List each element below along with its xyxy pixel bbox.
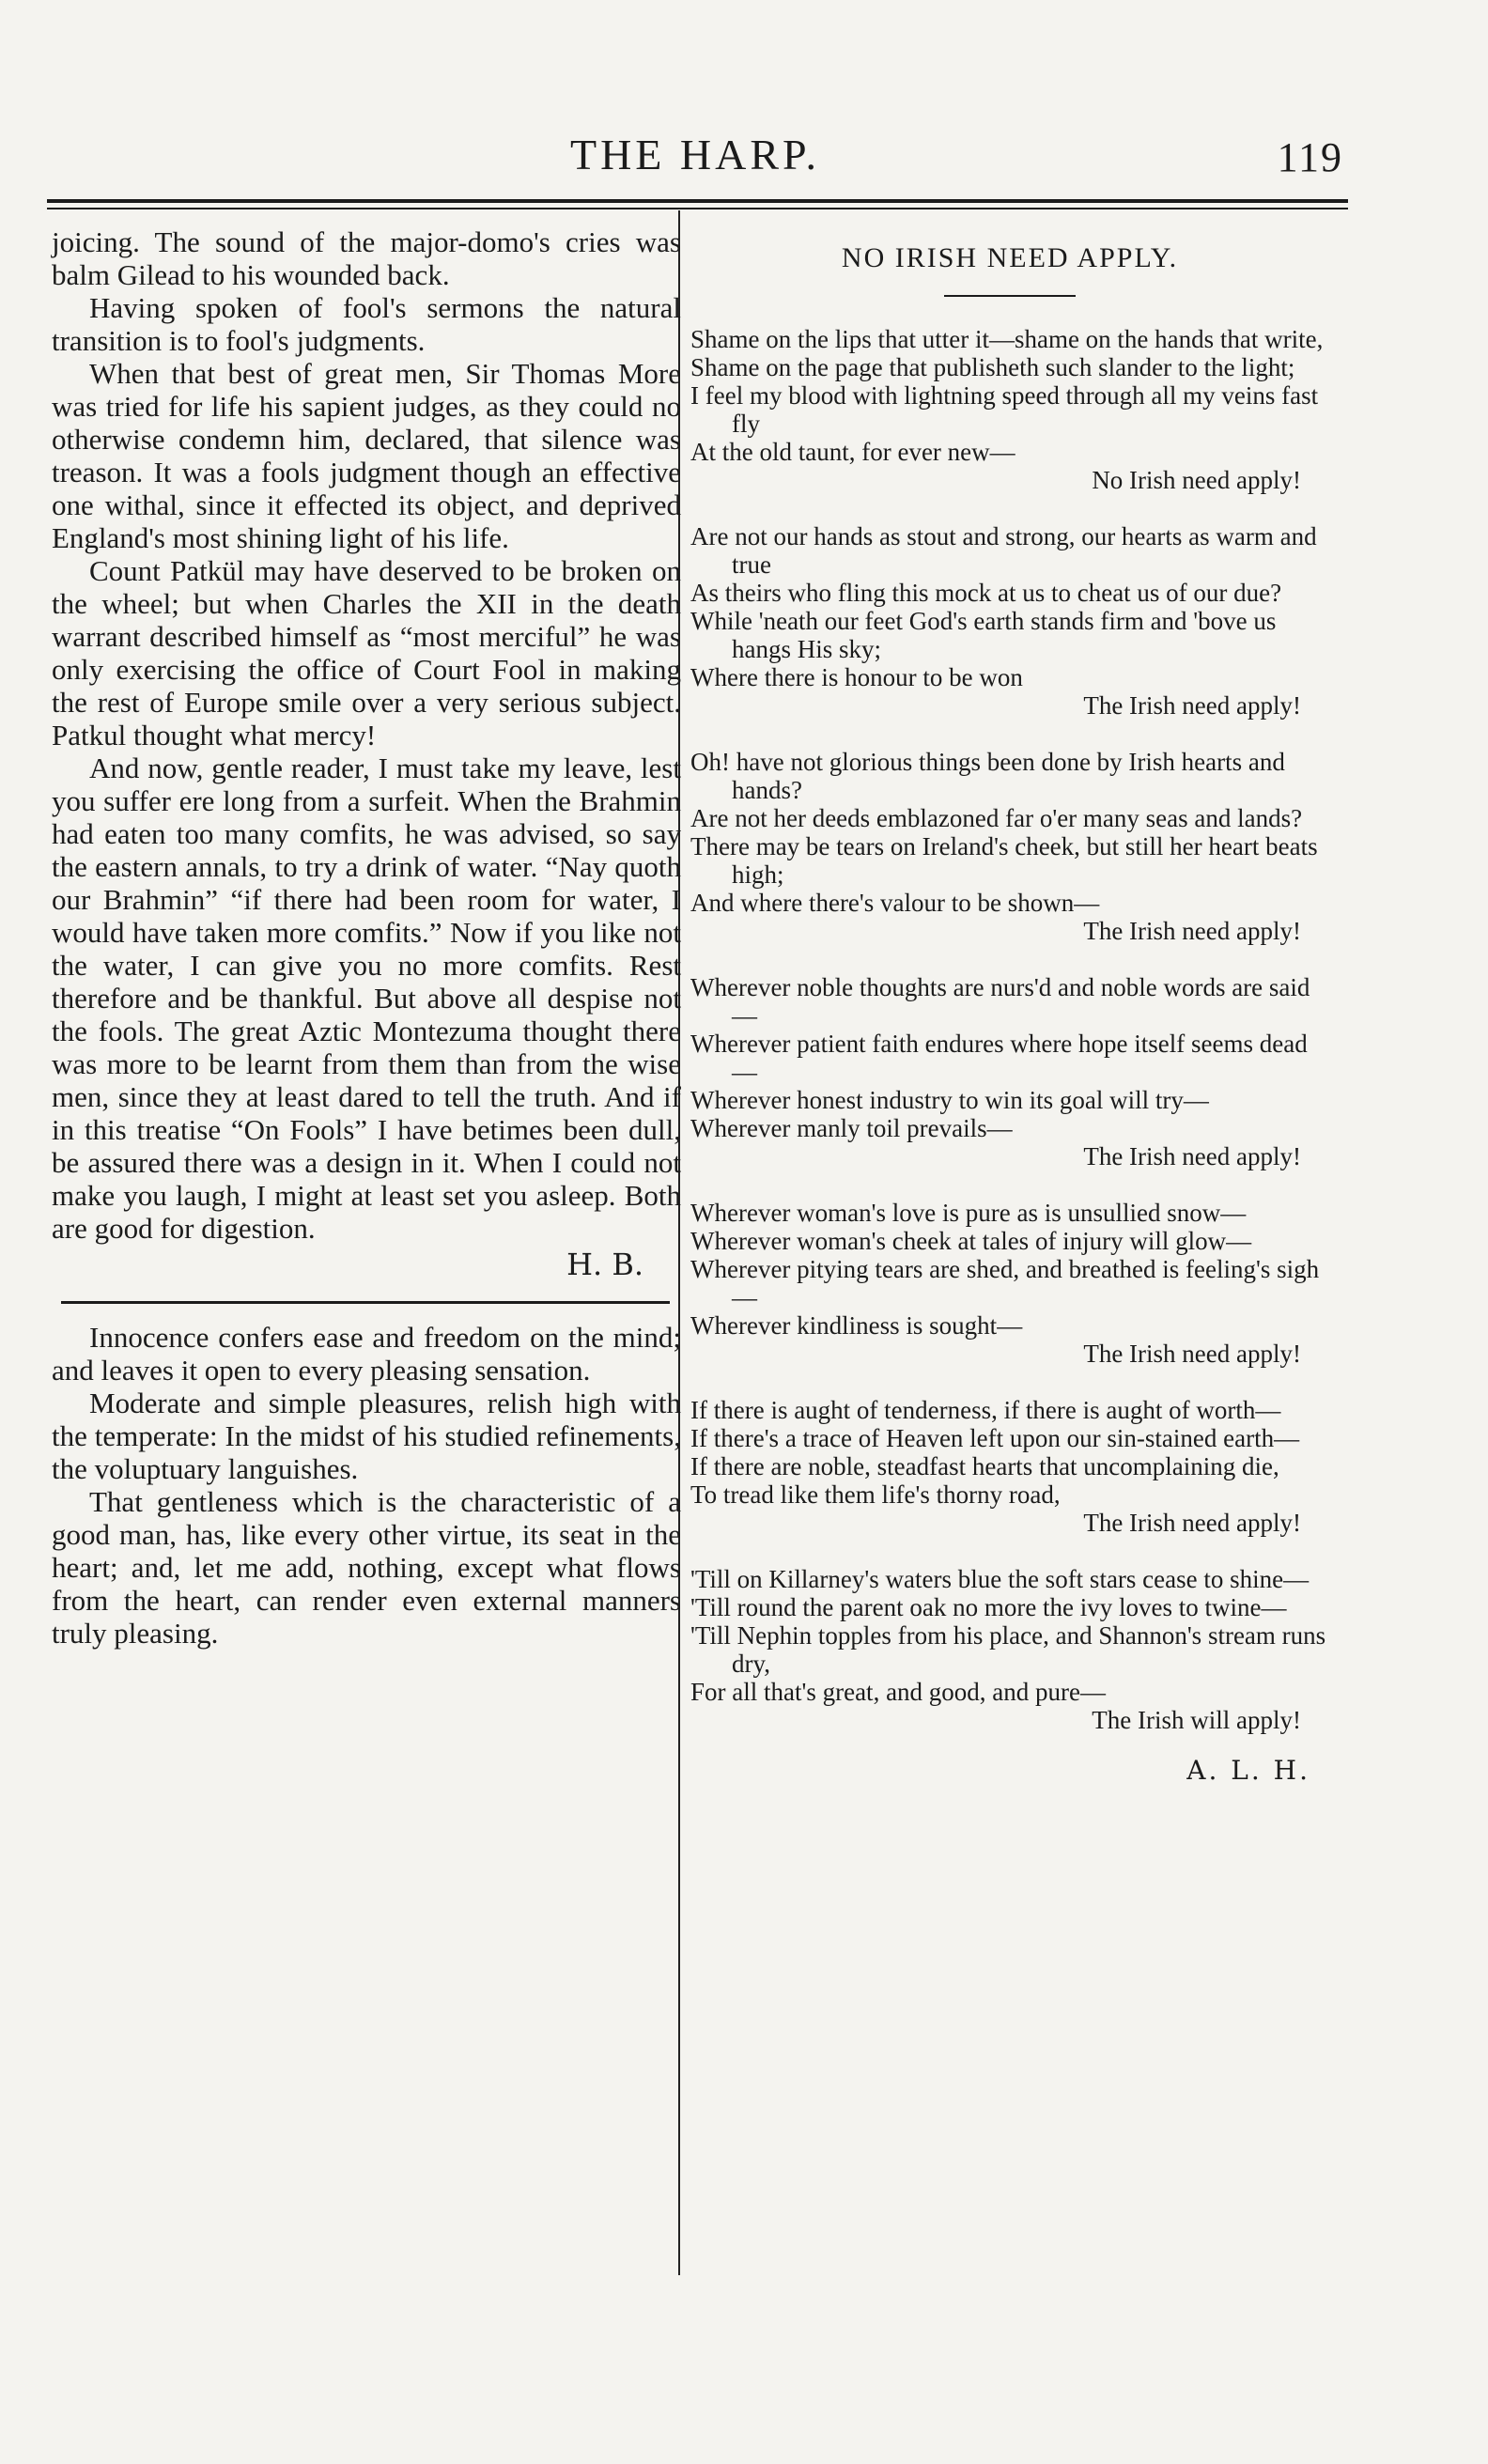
poem-line: Wherever woman's love is pure as is unsullied snow— — [690, 1199, 1247, 1227]
poem-refrain: The Irish need apply! — [1083, 691, 1301, 720]
page-title: THE HARP. — [569, 131, 821, 178]
poem-line: At the old taunt, for ever new— — [690, 438, 1015, 466]
poem-refrain: The Irish will apply! — [1092, 1706, 1301, 1734]
stanza — [690, 748, 1329, 945]
poem-line: 'Till round the parent oak no more the ivy loves to twine— — [690, 1593, 1287, 1621]
stanza — [690, 522, 1329, 720]
poem-line: Oh! have not glorious things been done by Irish hearts and hands? — [690, 748, 1285, 804]
paragraph: When that best of great men, Sir Thomas More was tried for life his sapient judges, as they could no otherwise condemn him, declared, that silence was treason. It was a fools judgment though an effective one withal, since it effected its object, and deprived England's most shining light of his life. — [52, 357, 681, 554]
stanza — [690, 1396, 1329, 1537]
poem-line: While 'neath our feet God's earth stands firm and 'bove us hangs His sky; — [690, 607, 1277, 663]
poem-line: Wherever noble thoughts are nurs'd and noble words are said— — [690, 973, 1310, 1030]
poem-line: Wherever kindliness is sought— — [690, 1311, 1023, 1340]
stanza — [690, 1565, 1329, 1734]
poem-line: Are not our hands as stout and strong, our hearts as warm and true — [690, 522, 1317, 579]
page-number: 119 — [1277, 134, 1343, 180]
poem-refrain: The Irish need apply! — [1083, 1340, 1301, 1368]
stanza — [690, 1199, 1329, 1368]
masthead — [47, 130, 1343, 195]
poem-signature: A. L. H. — [1186, 1755, 1310, 1786]
poem-line: Wherever patient faith endures where hope itself seems dead— — [690, 1030, 1308, 1086]
poem-line: I feel my blood with lightning speed through all my veins fast fly — [690, 381, 1319, 438]
paragraph: That gentleness which is the characteristic of a good man, has, like every other virtue, its seat in the heart; and, let me add, nothing, except what flows from the heart, can render even external manners truly pleasing. — [52, 1485, 681, 1650]
poem-refrain: The Irish need apply! — [1083, 917, 1301, 945]
poem-line: As theirs who fling this mock at us to cheat us of our due? — [690, 579, 1282, 607]
author-signoff: H. B. — [566, 1247, 643, 1282]
poem-line: If there's a trace of Heaven left upon our sin-stained earth— — [690, 1424, 1300, 1452]
poem-line: Wherever honest industry to win its goal will try— — [690, 1086, 1209, 1114]
poem-refrain: The Irish need apply! — [1083, 1142, 1301, 1170]
poem-line: To tread like them life's thorny road, — [690, 1480, 1061, 1509]
poem-line: Wherever manly toil prevails— — [690, 1114, 1013, 1142]
poem-line: Are not her deeds emblazoned far o'er many seas and lands? — [690, 804, 1303, 832]
poem-line: Wherever pitying tears are shed, and breathed is feeling's sigh— — [690, 1255, 1320, 1311]
stanza — [690, 325, 1329, 494]
title-rule — [944, 295, 1076, 297]
stanza — [690, 973, 1329, 1170]
paragraph: joicing. The sound of the major-domo's cries was balm Gilead to his wounded back. — [52, 225, 681, 291]
poem-line: 'Till Nephin topples from his place, and Shannon's stream runs dry, — [690, 1621, 1326, 1678]
poem-line: Shame on the page that publisheth such slander to the light; — [690, 353, 1295, 381]
poem-line: Shame on the lips that utter it—shame on the hands that write, — [690, 325, 1324, 353]
paragraph: Innocence confers ease and freedom on the mind; and leaves it open to every pleasing sensation. — [52, 1321, 681, 1387]
poem-line: And where there's valour to be shown— — [690, 889, 1100, 917]
right-column — [690, 235, 1329, 1786]
paragraph: Count Patkül may have deserved to be broken on the wheel; but when Charles the XII in the death warrant described himself as “most merciful” he was only exercising the office of Court Fool in making the rest of Europe smile over a very serious subject. Patkul thought what mercy! — [52, 554, 681, 752]
poem-line: If there are noble, steadfast hearts that uncomplaining die, — [690, 1452, 1279, 1480]
poem-title: NO IRISH NEED APPLY. — [841, 242, 1179, 273]
poem-line: Where there is honour to be won — [690, 663, 1023, 691]
paragraph: Moderate and simple pleasures, relish high with the temperate: In the midst of his studied refinements, the voluptuary languishes. — [52, 1387, 681, 1485]
poem-line: If there is aught of tenderness, if there is aught of worth— — [690, 1396, 1281, 1424]
poem-line: There may be tears on Ireland's cheek, but still her heart beats high; — [690, 832, 1318, 889]
left-column — [52, 225, 681, 1650]
article-separator-rule — [61, 1301, 670, 1304]
header-rule-thin — [47, 208, 1348, 209]
poem-line: 'Till on Killarney's waters blue the soft stars cease to shine— — [690, 1565, 1310, 1593]
poem-refrain: No Irish need apply! — [1092, 466, 1301, 494]
paragraph: Having spoken of fool's sermons the natural transition is to fool's judgments. — [52, 291, 681, 357]
poem-line: Wherever woman's cheek at tales of injury will glow— — [690, 1227, 1252, 1255]
header-rule-thick — [47, 199, 1348, 203]
poem-refrain: The Irish need apply! — [1083, 1509, 1301, 1537]
paragraph: And now, gentle reader, I must take my leave, lest you suffer ere long from a surfeit. When the Brahmin had eaten too many comfits, he was advised, so say the eastern annals, to try a drink of water. “Nay quoth our Brahmin” “if there had been room for water, I would have taken more comfits.” Now if you like not the water, I can give you no more comfits. Rest therefore and be thankful. But above all despise not the fools. The great Aztic Montezuma thought there was more to be learnt from them than from the wise men, since they at least dared to tell the truth. And if in this treatise “On Fools” I have betimes been dull, be assured there was a design in it. When I could not make you laugh, I might at least set you asleep. Both are good for digestion. — [52, 752, 681, 1245]
second-article — [52, 1321, 681, 1650]
poem-line: For all that's great, and good, and pure— — [690, 1678, 1107, 1706]
